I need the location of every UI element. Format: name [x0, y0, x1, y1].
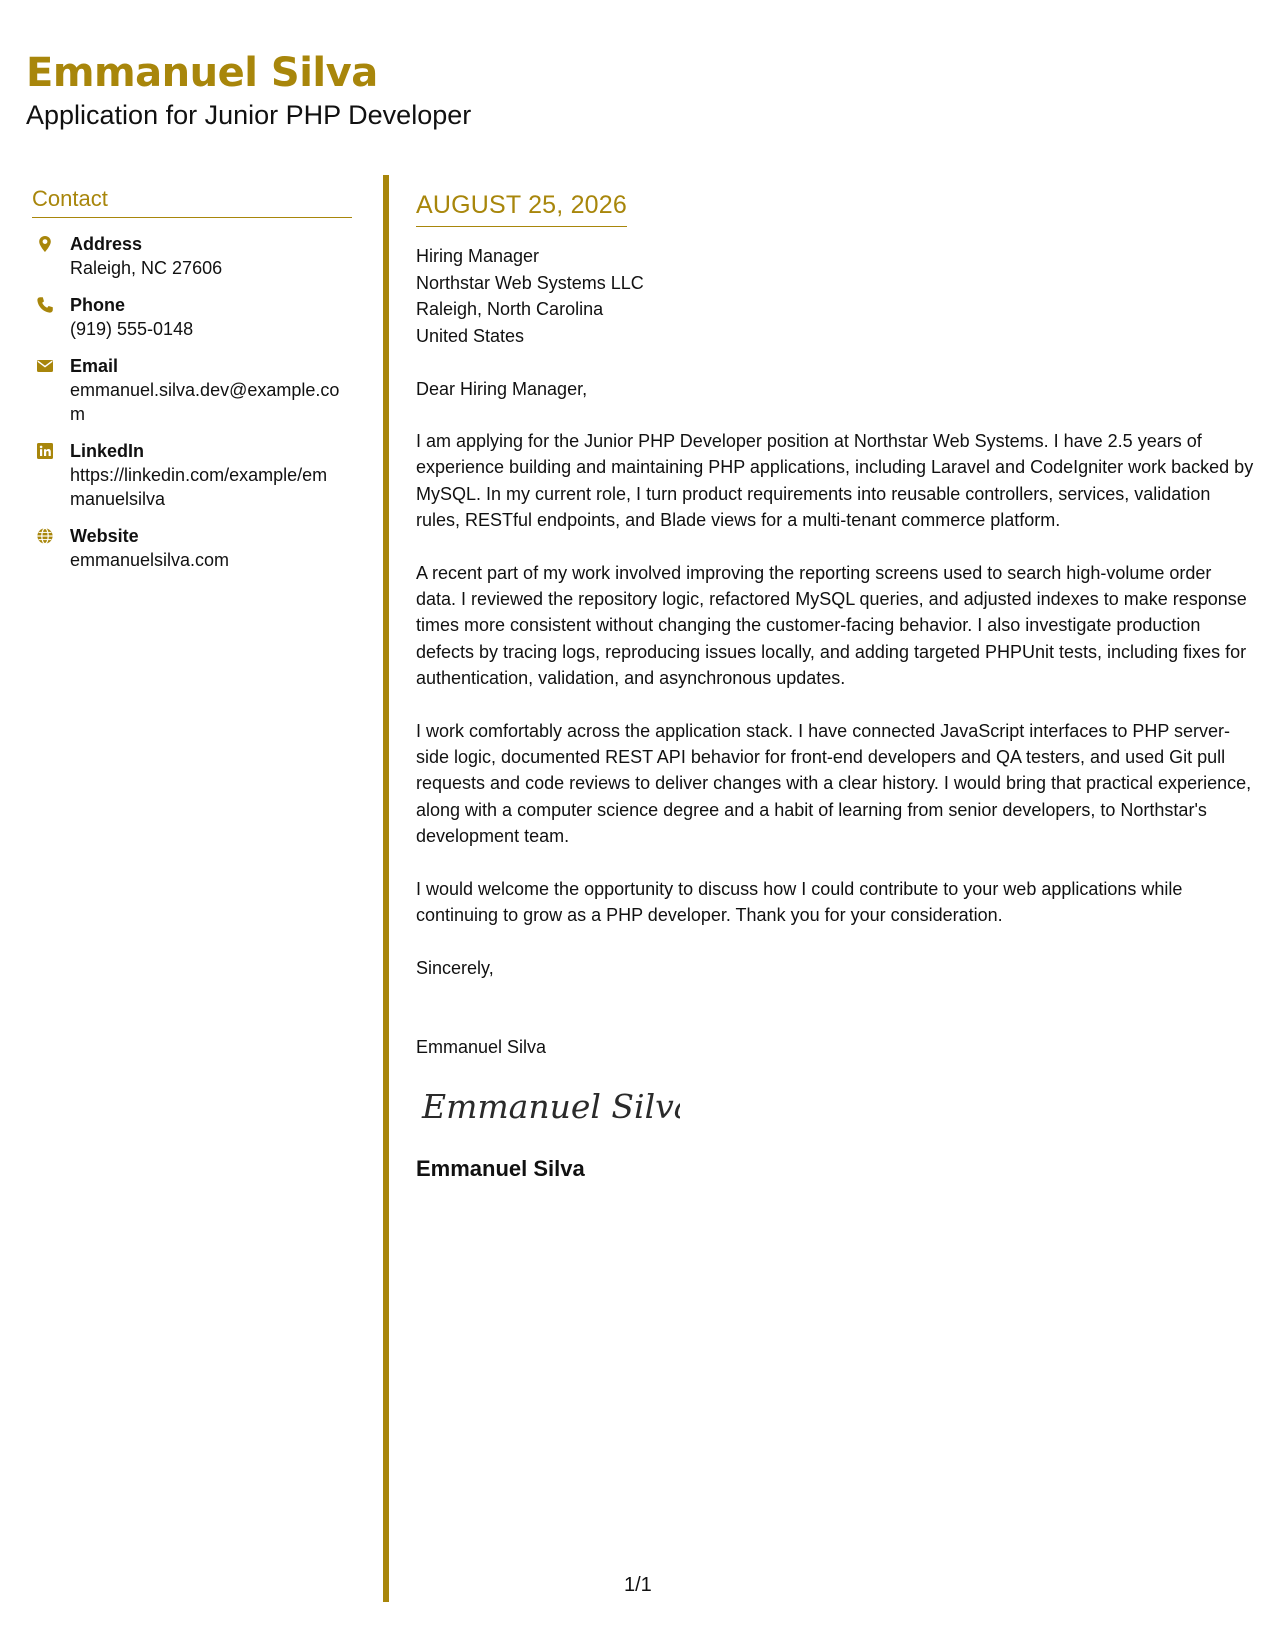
recipient-block: [416, 243, 1256, 349]
contact-label: LinkedIn: [70, 441, 145, 461]
recipient-line: Raleigh, North Carolina: [416, 299, 604, 319]
contact-value: Raleigh, NC 27606: [70, 258, 223, 278]
contact-label: Address: [70, 234, 143, 254]
body-paragraph: I would welcome the opportunity to discuss how I could contribute to your web applications while continuing to grow as a PHP developer. Thank you for your consideration.: [416, 878, 1183, 926]
envelope-icon: [36, 357, 54, 375]
recipient-line: Northstar Web Systems LLC: [416, 272, 644, 293]
vertical-divider: [383, 175, 389, 1602]
application-subtitle: Application for Junior PHP Developer: [26, 100, 472, 130]
body-paragraph: I work comfortably across the application stack. I have connected JavaScript interfaces to PHP server-side logic, documented REST API behavior for front-end developers and QA testers, and used Git pull requests and code reviews to deliver changes with a clear history. I would bring that practical experience, along with a computer science degree and a habit of learning from senior developers, to Northstar's development team.: [416, 720, 1252, 847]
recipient-line: United States: [416, 325, 525, 346]
contact-item-phone: [32, 293, 352, 341]
final-signature-name: Emmanuel Silva: [416, 1155, 585, 1181]
contact-value: (919) 555-0148: [70, 319, 194, 339]
handwritten-signature: [420, 1082, 680, 1132]
linkedin-icon: [36, 442, 54, 460]
phone-icon: [36, 296, 54, 314]
contact-label: Email: [70, 356, 119, 376]
contact-item-linkedin: [32, 439, 352, 511]
contact-list: [32, 232, 352, 572]
letter-date: AUGUST 25, 2026: [416, 190, 627, 227]
contact-value: emmanuelsilva.com: [70, 550, 230, 570]
contact-heading: Contact: [32, 185, 352, 218]
contact-value: emmanuel.silva.dev@example.com: [70, 380, 340, 424]
contact-value: https://linkedin.com/example/emmanuelsilva: [70, 465, 328, 509]
signed-name: Emmanuel Silva: [416, 1036, 547, 1057]
body-paragraph: A recent part of my work involved improving the reporting screens used to search high-volume order data. I reviewed the repository logic, refactored MySQL queries, and adjusted indexes to make response times more consistent without changing the customer-facing behavior. I also investigate production defects by tracing logs, reproducing issues locally, and adding targeted PHPUnit tests, including fixes for authentication, validation, and asynchronous updates.: [416, 562, 1247, 689]
contact-label: Phone: [70, 295, 126, 315]
map-pin-icon: [36, 235, 54, 253]
contact-item-address: [32, 232, 352, 280]
applicant-name: Emmanuel Silva: [26, 50, 378, 96]
body-paragraph: I am applying for the Junior PHP Developer position at Northstar Web Systems. I have 2.5 years of experience building and maintaining PHP applications, including Laravel and CodeIgniter work backed by MySQL. In my current role, I turn product requirements into reusable controllers, services, validation rules, RESTful endpoints, and Blade views for a multi-tenant commerce platform.: [416, 431, 1254, 531]
globe-icon: [36, 527, 54, 545]
salutation: Dear Hiring Manager,: [416, 379, 588, 399]
letter-header: [26, 48, 471, 132]
contact-sidebar: [32, 185, 352, 585]
signature-text: Emmanuel Silva: [422, 1086, 680, 1126]
contact-label: Website: [70, 526, 139, 546]
recipient-line: Hiring Manager: [416, 246, 540, 266]
letter-body: [416, 190, 1256, 1183]
contact-item-website: [32, 524, 352, 572]
closing: Sincerely,: [416, 957, 494, 978]
contact-item-email: [32, 354, 352, 426]
page-number: 1/1: [624, 1574, 652, 1596]
